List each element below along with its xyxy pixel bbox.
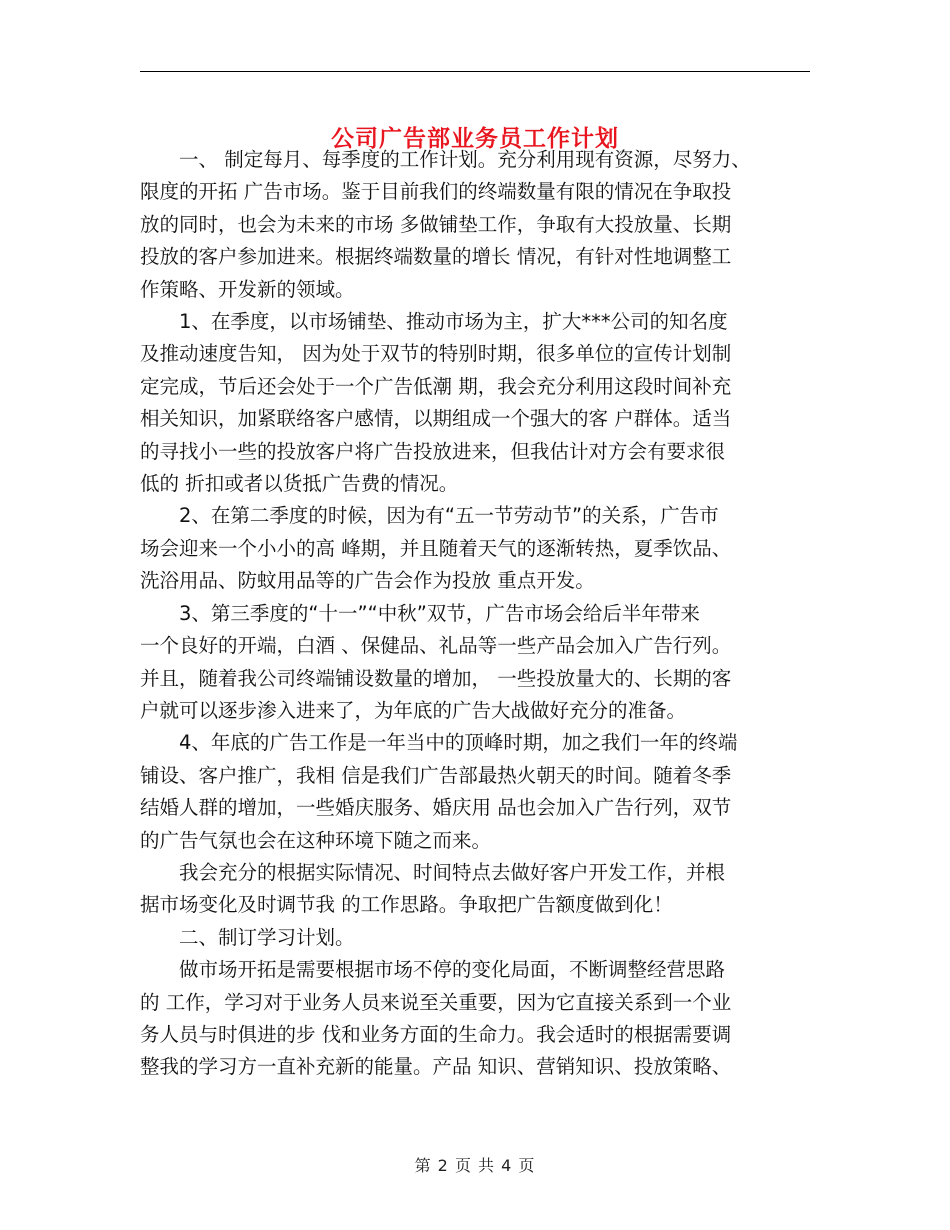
paragraph-8: 做市场开拓是需要根据市场不停的变化局面，不断调整经营思路 的 工作，学习对于业务人员来说至关重要，因为它直接关系到一个业 务人员与时俱进的步 伐和业务方面的生命力。我会适时的根据需要调 整我的学习方一直补充新的能量。产品 知识、营销知识、投放策略、: [140, 958, 732, 1079]
paragraph-7: 二、制订学习计划。: [179, 925, 355, 949]
document-body: [140, 144, 812, 1084]
paragraph-2: 1、在季度，以市场铺垫、推动市场为主，扩大***公司的知名度 及推动速度告知， 因为处于双节的特别时期，很多单位的宣传计划制 定完成，节后还会处于一个广告低潮 期，我会充分利用这段时间补充 相关知识，加紧联络客户感情，以期组成一个强大的客 户群体。适当 的寻找小一些的投放客户将广告投放进来，但我估计对方会有要求很 低的 折扣或者以货抵广告费的情况。: [140, 310, 732, 496]
page-footer: 第 2 页 共 4 页: [414, 1156, 536, 1175]
document-title: 公司广告部业务员工作计划: [331, 126, 619, 153]
paragraph-6: 我会充分的根据实际情况、时间特点去做好客户开发工作，并根 据市场变化及时调节我 的工作思路。争取把广告额度做到化！: [140, 860, 726, 917]
paragraph-5: 4、年底的广告工作是一年当中的顶峰时期，加之我们一年的终端 铺设、客户推广，我相 信是我们广告部最热火朝天的时间。随着冬季 结婚人群的增加，一些婚庆服务、婚庆用 品也会加入广告行列，双节 的广告气氛也会在这种环境下随之而来。: [140, 731, 738, 852]
header-rule: [140, 71, 810, 72]
paragraph-4: 3、第三季度的“十一”“中秋”双节，广告市场会给后半年带来 一个良好的开端，白酒 、保健品、礼品等一些产品会加入广告行列。 并且，随着我公司终端铺设数量的增加， 一些投放量大的、长期的客 户就可以逐步渗入进来了，为年底的广告大战做好充分的准备。: [140, 601, 732, 722]
paragraph-1: 一、 制定每月、每季度的工作计划。充分利用现有资源，尽努力、 限度的开拓 广告市场。鉴于目前我们的终端数量有限的情况在争取投 放的同时，也会为未来的市场 多做铺垫工作，争取有大投放量、长期 投放的客户参加进来。根据终端数量的增长 情况，有针对性地调整工 作策略、开发新的领域。: [140, 148, 751, 301]
paragraph-3: 2、在第二季度的时候，因为有“五一节劳动节”的关系，广告市 场会迎来一个小小的高 峰期，并且随着天气的逐渐转热，夏季饮品、 洗浴用品、防蚊用品等的广告会作为投放 重点开发。: [140, 504, 732, 593]
